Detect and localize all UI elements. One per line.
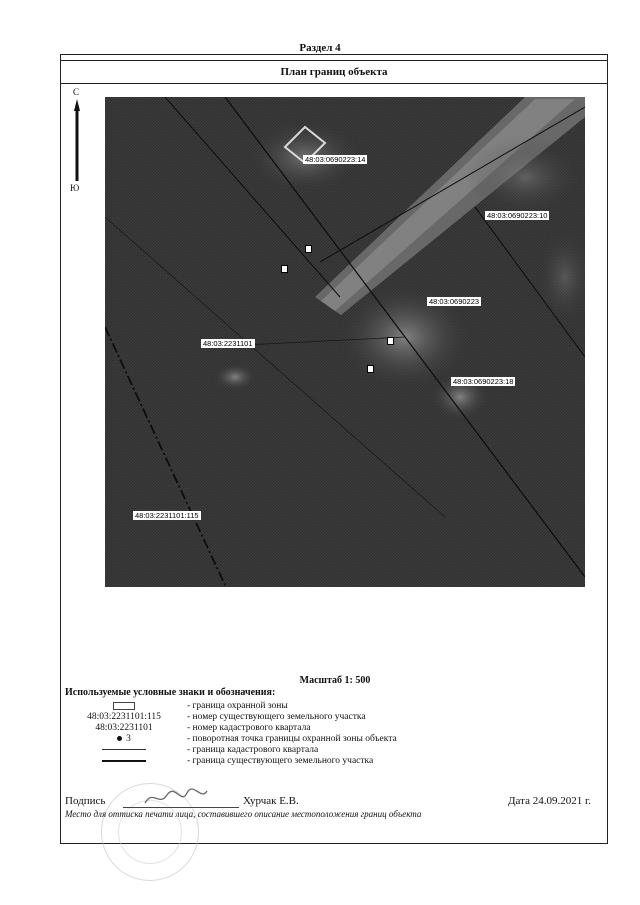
compass-north-label: С	[73, 87, 80, 97]
legend-desc: - поворотная точка границы охранной зоны объекта	[187, 734, 397, 744]
legend-row	[65, 712, 605, 723]
north-arrow-icon	[71, 97, 89, 187]
legend-row	[65, 701, 605, 712]
legend-row	[65, 734, 605, 745]
handwritten-signature	[141, 787, 211, 809]
legend-symbol-text: 3	[126, 734, 131, 744]
turning-point-marker	[387, 337, 394, 345]
legend-desc: - граница кадастрового квартала	[187, 745, 319, 755]
plan-title: План границ объекта	[61, 61, 607, 84]
legend-title: Используемые условные знаки и обозначения:	[65, 687, 276, 698]
section-title: Раздел 4	[299, 42, 341, 54]
turning-point-marker	[305, 245, 312, 253]
legend	[65, 701, 605, 767]
legend-desc: - граница существующего земельного участка	[187, 756, 374, 766]
parcel-label: 48:03:0690223:14	[305, 155, 366, 164]
turning-point-dot-icon	[117, 736, 122, 741]
legend-desc: - номер кадастрового квартала	[187, 723, 311, 733]
compass	[70, 87, 89, 193]
turning-point-marker	[281, 265, 288, 273]
stamp-place-note: Место для оттиска печати лица, составившего описание местоположения границ объекта	[65, 809, 422, 819]
parcel-label: 48:03:0690223	[429, 297, 480, 306]
parcel-label: 48:03:2231101:115	[135, 511, 199, 520]
parcel-label: 48:03:0690223:10	[487, 211, 548, 220]
signature-label: Подпись	[65, 795, 106, 807]
legend-desc: - номер существующего земельного участка	[187, 712, 366, 722]
plan-frame	[60, 54, 608, 844]
legend-row	[65, 745, 605, 756]
compass-south-label: Ю	[70, 183, 80, 193]
signature-date: Дата 24.09.2021 г.	[508, 795, 591, 807]
parcel-label: 48:03:0690223:18	[453, 377, 514, 386]
signer-name: Хурчак Е.В.	[243, 795, 299, 807]
quarter-boundary-line-symbol	[102, 749, 146, 750]
legend-symbol-text: 48:03:2231101	[95, 723, 153, 733]
cadastral-quarter-label: 48:03:2231101	[203, 339, 253, 348]
legend-desc: - граница охранной зоны	[187, 701, 288, 711]
protection-zone-symbol	[113, 702, 135, 710]
legend-symbol-text: 48:03:2231101:115	[87, 712, 161, 722]
aerial-map	[105, 97, 585, 587]
parcel-boundary-line-symbol	[102, 760, 146, 762]
legend-row	[65, 756, 605, 767]
legend-row	[65, 723, 605, 734]
map-scale: Масштаб 1: 500	[299, 675, 371, 686]
turning-point-marker	[367, 365, 374, 373]
